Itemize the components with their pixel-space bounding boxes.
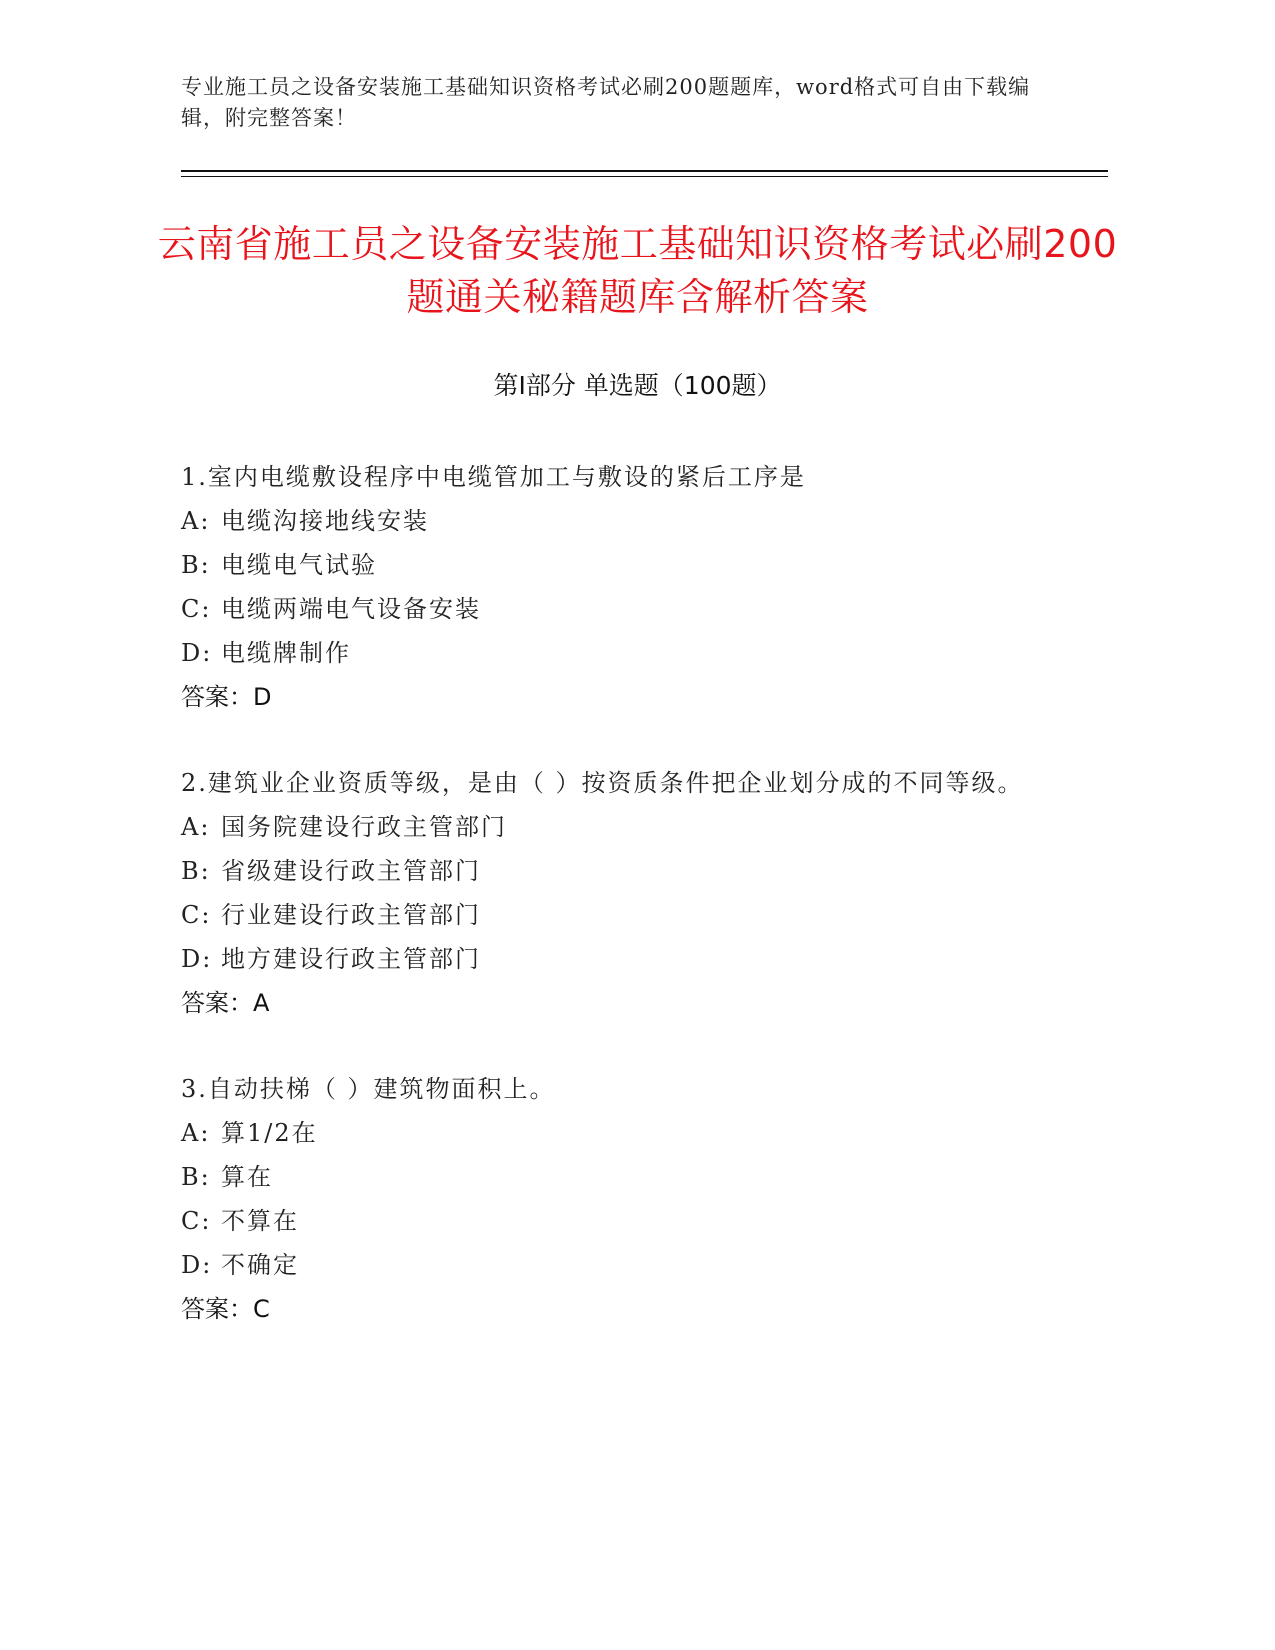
question-list: [181, 455, 1051, 1373]
option-b: [181, 543, 1051, 587]
question-stem: 1.室内电缆敷设程序中电缆管加工与敷设的紧后工序是: [181, 463, 806, 491]
option-letter: C:: [181, 595, 212, 623]
option-text: 地方建设行政主管部门: [221, 945, 481, 973]
question-stem: 3.自动扶梯（ ）建筑物面积上。: [181, 1075, 556, 1103]
option-text: 不算在: [221, 1207, 299, 1235]
question-item: [181, 455, 1051, 719]
option-letter: C:: [181, 901, 212, 929]
document-title: 云南省施工员之设备安装施工基础知识资格考试必刷200题通关秘籍题库含解析答案: [157, 222, 1118, 319]
option-letter: C:: [181, 1207, 212, 1235]
option-text: 算1/2在: [221, 1119, 318, 1147]
option-letter: D:: [181, 945, 213, 973]
option-text: 电缆两端电气设备安装: [221, 595, 481, 623]
option-c: [181, 587, 1051, 631]
answer-line: 答案：C: [181, 1295, 270, 1323]
question-item: [181, 761, 1051, 1025]
option-letter: B:: [181, 1163, 211, 1191]
header-divider-thin: [181, 176, 1108, 177]
option-text: 国务院建设行政主管部门: [221, 813, 507, 841]
option-a: [181, 1111, 1051, 1155]
option-d: [181, 1243, 1051, 1287]
option-text: 行业建设行政主管部门: [221, 901, 481, 929]
option-letter: D:: [181, 1251, 213, 1279]
option-text: 电缆电气试验: [221, 551, 377, 579]
option-letter: A:: [181, 813, 211, 841]
option-letter: A:: [181, 507, 211, 535]
option-d: [181, 631, 1051, 675]
header-note: 专业施工员之设备安装施工基础知识资格考试必刷200题题库，word格式可自由下载编辑，附完整答案！: [181, 75, 1031, 130]
answer-line: 答案：A: [181, 989, 270, 1017]
section-heading: 第Ⅰ部分 单选题（100题）: [493, 371, 782, 400]
option-text: 不确定: [221, 1251, 299, 1279]
question-stem: 2.建筑业企业资质等级，是由（ ）按资质条件把企业划分成的不同等级。: [181, 769, 1024, 797]
option-letter: B:: [181, 551, 211, 579]
option-a: [181, 499, 1051, 543]
option-d: [181, 937, 1051, 981]
option-text: 电缆沟接地线安装: [221, 507, 429, 535]
option-text: 省级建设行政主管部门: [221, 857, 481, 885]
option-text: 算在: [221, 1163, 273, 1191]
question-item: [181, 1067, 1051, 1331]
option-b: [181, 849, 1051, 893]
header-divider-thick: [181, 170, 1108, 172]
option-b: [181, 1155, 1051, 1199]
option-c: [181, 893, 1051, 937]
option-letter: A:: [181, 1119, 211, 1147]
option-letter: D:: [181, 639, 213, 667]
answer-line: 答案：D: [181, 683, 272, 711]
option-text: 电缆牌制作: [221, 639, 351, 667]
option-letter: B:: [181, 857, 211, 885]
option-a: [181, 805, 1051, 849]
option-c: [181, 1199, 1051, 1243]
